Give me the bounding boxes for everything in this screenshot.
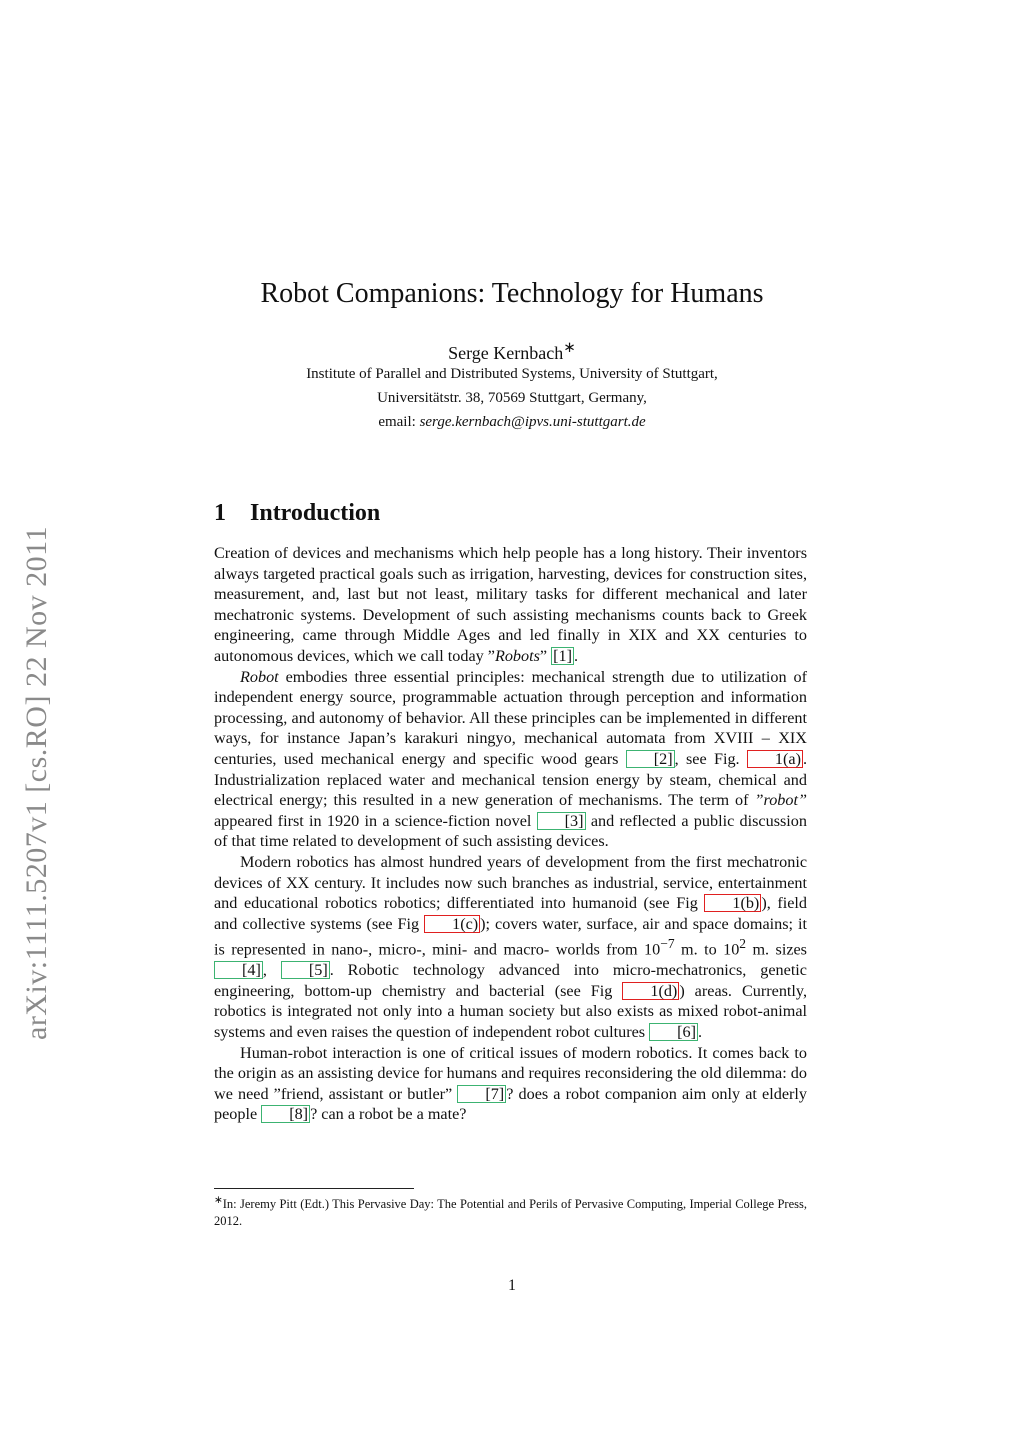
body-text bbox=[214, 543, 807, 1125]
paragraph-2-text-c: . Industrialization replaced water and mechanical tension energy by steam, chemical and electrical energy; this resulted in a new generation of mechanisms. The term of bbox=[214, 749, 808, 810]
paragraph-2-text-b: , see Fig. bbox=[674, 749, 747, 768]
paragraph-3-text-a: Modern robotics has almost hundred years of development from the first mechatronic devices of XX century. It includes now such branches as industrial, service, entertainment and educational robotics robotics; differentiated into humanoid (see Fig bbox=[214, 852, 807, 913]
citation-4-link[interactable]: [4] bbox=[214, 961, 263, 979]
paragraph-4-text-b: ? does a robot companion aim only at elderly people bbox=[214, 1084, 807, 1124]
paragraph-2-text-e: and reflected a public discussion of that time related to development of such assisting devices. bbox=[214, 811, 807, 851]
robot-quote-term: ”robot” bbox=[754, 791, 807, 810]
section-title: Introduction bbox=[250, 500, 381, 526]
author-name-text: Serge Kernbach bbox=[448, 343, 564, 363]
footnote-mark: ∗ bbox=[214, 1195, 223, 1206]
paragraph-1-quote-close: ” bbox=[539, 646, 552, 665]
affiliation-line-1: Institute of Parallel and Distributed Systems, University of Stuttgart, bbox=[306, 366, 718, 382]
robots-term: Robots bbox=[494, 646, 540, 665]
paragraph-2-text-d: appeared first in 1920 in a science-fiction novel bbox=[214, 811, 537, 830]
email-label: email: bbox=[378, 414, 416, 430]
footnote bbox=[214, 1193, 807, 1229]
paragraph-3-text-c: ); covers water, surface, air and space domains; it is represented in nano-, micro-, mini- and macro- worlds from 10 bbox=[214, 914, 807, 959]
exponent-1: −7 bbox=[660, 936, 675, 952]
paragraph-4 bbox=[214, 1043, 807, 1125]
figure-1c-link[interactable]: 1(c) bbox=[424, 915, 480, 933]
citation-8-link[interactable]: [8] bbox=[261, 1105, 310, 1123]
page-number: 1 bbox=[508, 1277, 516, 1294]
figure-1b-link[interactable]: 1(b) bbox=[704, 894, 761, 912]
paragraph-3 bbox=[214, 852, 807, 1043]
paragraph-3-text-i: . bbox=[698, 1023, 703, 1042]
exponent-2: 2 bbox=[739, 936, 747, 952]
paragraph-3-text-d: m. to 10 bbox=[674, 940, 740, 959]
paragraph-4-text-a: Human-robot interaction is one of critical issues of modern robotics. It comes back to the origin as an assisting device for humans and requires reconsidering the old dilemma: do we need ”friend, assistant or butler” bbox=[214, 1043, 807, 1103]
section-number: 1 bbox=[214, 500, 226, 526]
paragraph-2 bbox=[214, 667, 807, 852]
paragraph-3-text-b: ), field and collective systems (see Fig bbox=[214, 894, 807, 933]
paragraph-3-text-e: m. sizes bbox=[746, 940, 807, 959]
footnote-divider bbox=[214, 1188, 414, 1189]
citation-6-link[interactable]: [6] bbox=[649, 1023, 698, 1041]
paragraph-3-text-f: , bbox=[262, 961, 281, 980]
citation-7-link[interactable]: [7] bbox=[457, 1085, 506, 1103]
paper-title: Robot Companions: Technology for Humans bbox=[260, 278, 764, 309]
section-heading bbox=[214, 500, 380, 527]
author-name bbox=[0, 338, 1024, 364]
citation-3-link[interactable]: [3] bbox=[537, 812, 586, 830]
paragraph-3-text-g: . Robotic technology advanced into micro-mechatronics, genetic engineering, bottom-up chemistry and bacterial (see Fig bbox=[214, 961, 807, 1000]
author-footnote-mark: ∗ bbox=[563, 340, 576, 356]
paragraph-1-text: Creation of devices and mechanisms which help people has a long history. Their inventors always targeted practical goals such as irrigation, harvesting, devices for construction sites, measurement, and, last but not least, military tasks for different mechanical and later mechatronic systems. Development of such assisting mechanisms counts back to Greek engineering, came through Middle Ages and led finally in XIX and XX centuries to autonomous devices, which we call today ” bbox=[214, 544, 807, 665]
citation-1-link[interactable]: [1] bbox=[553, 646, 573, 665]
arxiv-identifier-stamp: arXiv:1111.5207v1 [cs.RO] 22 Nov 2011 bbox=[20, 526, 53, 1040]
footnote-text: In: Jeremy Pitt (Edt.) This Pervasive Day: The Potential and Perils of Pervasive Computing, Imperial College Press, 2012. bbox=[214, 1197, 807, 1228]
figure-1a-link[interactable]: 1(a) bbox=[747, 750, 803, 768]
citation-5-link[interactable]: [5] bbox=[281, 961, 330, 979]
email-line bbox=[0, 414, 1024, 431]
figure-1d-link[interactable]: 1(d) bbox=[622, 982, 679, 1000]
robot-term: Robot bbox=[240, 667, 279, 686]
paragraph-1 bbox=[214, 543, 807, 667]
paragraph-2-text-a: embodies three essential principles: mechanical strength due to utilization of independent energy source, programmable actuation through perception and information processing, and autonomy of behavior. All these principles can be implemented in different ways, for instance Japan’s karakuri ningyo, mechanical automata from XVIII – XIX centuries, used mechanical energy and specific wood gears bbox=[214, 667, 807, 768]
paragraph-1-end: . bbox=[574, 646, 579, 665]
citation-2-link[interactable]: [2] bbox=[626, 750, 675, 768]
email-address[interactable]: serge.kernbach@ipvs.uni-stuttgart.de bbox=[419, 414, 646, 430]
paragraph-4-text-c: ? can a robot be a mate? bbox=[310, 1105, 467, 1124]
paragraph-3-text-h: ) areas. Currently, robotics is integrated not only into a human society but also exists as mixed robot-animal systems and even raises the question of independent robot cultures bbox=[214, 981, 807, 1042]
affiliation-line-2: Universitätstr. 38, 70569 Stuttgart, Germany, bbox=[377, 390, 647, 406]
